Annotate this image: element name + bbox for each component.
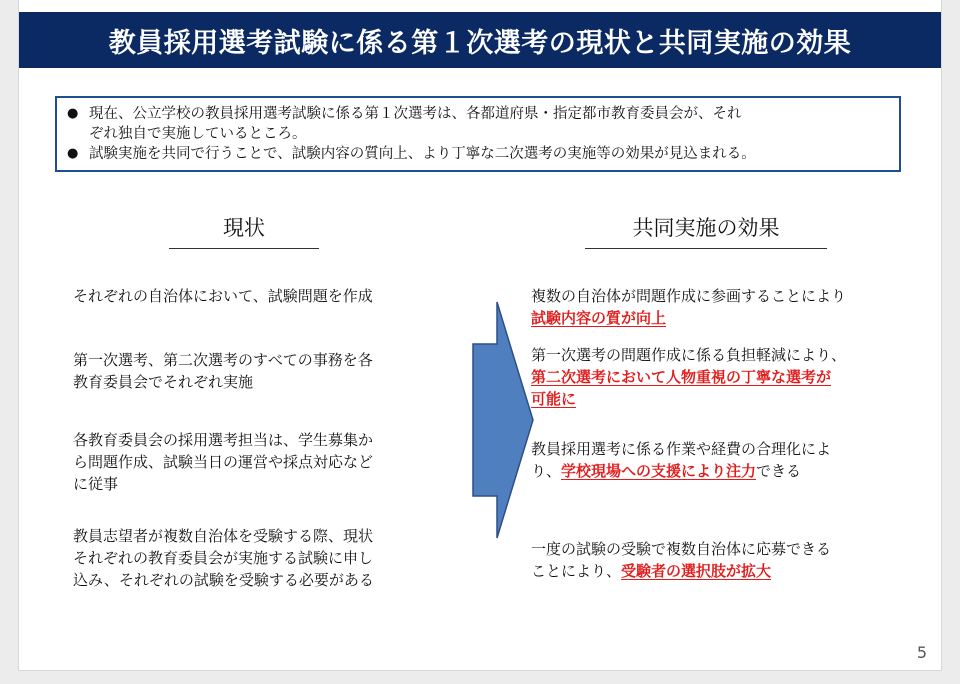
effect-item-3: [531, 438, 831, 482]
page-title: 教員採用選考試験に係る第１次選考の現状と共同実施の効果: [108, 27, 852, 59]
right-arrow-icon: [471, 300, 537, 540]
summary-bullet-text: [89, 104, 742, 144]
effect-item-1: [531, 285, 846, 329]
summary-line: 現在、公立学校の教員採用選考試験に係る第１次選考は、各都道府県・指定都市教育委員会が、それ: [89, 106, 742, 122]
summary-bullet-2: [67, 144, 889, 164]
summary-bullet-text: [89, 144, 756, 164]
current-line: ら問題作成、試験当日の運営や採点対応など: [73, 453, 374, 471]
current-item-3: [73, 429, 373, 495]
current-line: 教育委員会でそれぞれ実施: [73, 373, 254, 391]
summary-box: [55, 96, 901, 172]
effect-emphasis: 第二次選考において人物重視の丁寧な選考が: [531, 368, 832, 386]
page-number: 5: [916, 643, 927, 662]
effect-emphasis: 可能に: [531, 390, 577, 408]
current-line: 第一次選考、第二次選考のすべての事務を各: [73, 351, 373, 369]
current-item-1: [73, 285, 373, 307]
effect-line: ことにより、: [531, 562, 622, 580]
title-bar: [19, 12, 941, 68]
current-heading: 現状: [169, 212, 319, 249]
summary-bullet-1: [67, 104, 889, 144]
current-line: それぞれの教育委員会が実施する試験に申し: [73, 549, 374, 567]
effect-line: 第一次選考の問題作成に係る負担軽減により、: [531, 346, 847, 364]
current-item-2: [73, 349, 373, 393]
current-line: それぞれの自治体において、試験問題を作成: [73, 287, 373, 305]
effect-line: 複数の自治体が問題作成に参画することにより: [531, 287, 847, 305]
effect-emphasis: 試験内容の質が向上: [531, 309, 667, 327]
effect-item-2: [531, 344, 846, 410]
effect-line: できる: [756, 462, 802, 480]
summary-line: ぞれ独自で実施しているところ。: [89, 126, 307, 142]
effect-emphasis: 学校現場への支援により注力: [561, 462, 757, 480]
current-item-4: [73, 525, 374, 591]
current-line: 各教育委員会の採用選考担当は、学生募集か: [73, 431, 374, 449]
summary-line: 試験実施を共同で行うことで、試験内容の質向上、より丁寧な二次選考の実施等の効果が見込まれる。: [89, 146, 756, 162]
slide: [18, 0, 942, 671]
arrow-shape: [473, 302, 533, 538]
effect-item-4: [531, 538, 831, 582]
effect-line: 一度の試験の受験で複数自治体に応募できる: [531, 540, 832, 558]
effect-line: り、: [531, 462, 562, 480]
bullet-icon: ●: [67, 146, 79, 161]
current-line: 込み、それぞれの試験を受験する必要がある: [73, 571, 374, 589]
effect-emphasis: 受験者の選択肢が拡大: [621, 562, 772, 580]
effect-line: 教員採用選考に係る作業や経費の合理化によ: [531, 440, 832, 458]
current-line: に従事: [73, 475, 119, 493]
effects-heading: 共同実施の効果: [585, 212, 827, 249]
bullet-icon: ●: [67, 106, 79, 121]
current-line: 教員志望者が複数自治体を受験する際、現状: [73, 527, 374, 545]
